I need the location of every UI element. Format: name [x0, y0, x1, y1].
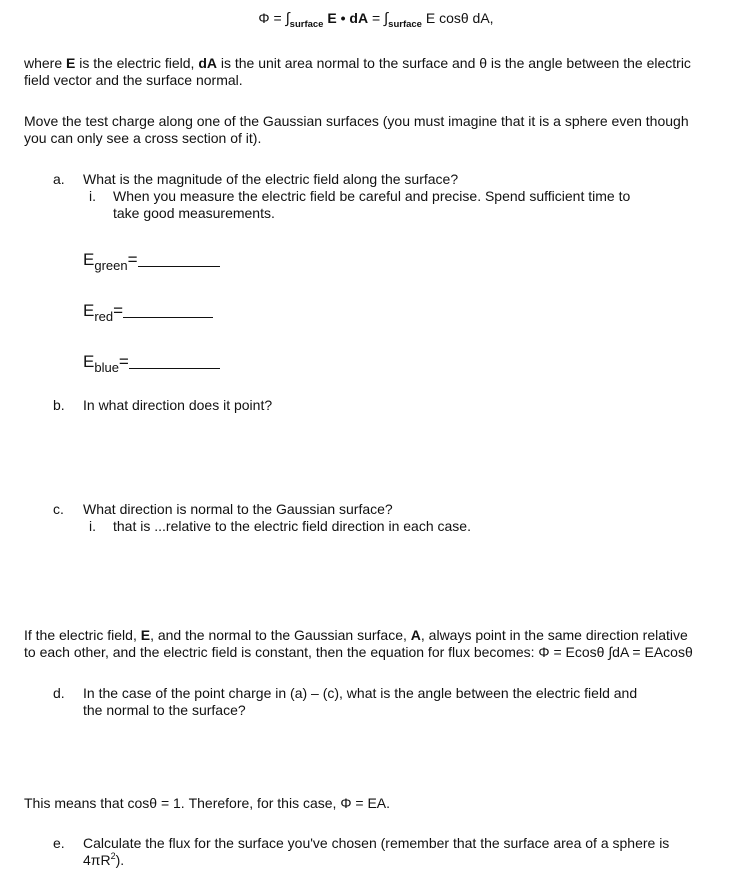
text: is the unit area normal to the surface and θ is the angle between the electric	[216, 55, 691, 71]
equals: =	[113, 301, 124, 320]
text: , always point in the same direction relative	[420, 627, 688, 643]
paragraph-line: you can only see a cross section of it).	[24, 130, 262, 146]
question-c: What direction is normal to the Gaussian surface?	[83, 501, 393, 517]
subitem-line: take good measurements.	[113, 205, 275, 221]
integral-sign: ∫	[285, 10, 290, 27]
e-subscript: blue	[94, 360, 119, 375]
e-subscript: green	[94, 258, 128, 273]
text: ).	[115, 852, 125, 868]
question-line: Calculate the flux for the surface you've chosen (remember that the surface area of a sphere is	[83, 835, 670, 851]
text: 4πR	[83, 852, 111, 868]
bold-e: E	[66, 55, 76, 71]
e-symbol: E	[83, 250, 95, 269]
item-label-a: a.	[53, 171, 65, 187]
e-symbol: E	[83, 301, 95, 320]
text: , and the normal to the Gaussian surface,	[150, 627, 411, 643]
integral-subscript: surface	[388, 19, 422, 30]
question-line: the normal to the surface?	[83, 702, 246, 718]
vector-e: E	[327, 10, 337, 26]
subitem-label-i: i.	[89, 518, 96, 534]
text: is the electric field,	[75, 55, 199, 71]
vector-da: dA	[349, 10, 369, 26]
subitem-line: When you measure the electric field be careful and precise. Spend sufficient time to	[113, 188, 631, 204]
answer-blank[interactable]	[129, 354, 220, 369]
integral-subscript: surface	[289, 19, 324, 30]
text: If the electric field,	[24, 627, 141, 643]
paragraph-line: field vector and the surface normal.	[24, 72, 243, 88]
subitem-a-i	[113, 188, 752, 222]
paragraph-line	[24, 627, 746, 644]
bold-a: A	[410, 627, 421, 643]
item-label-e: e.	[53, 835, 65, 851]
question-e	[83, 835, 723, 869]
paragraph-line: to each other, and the electric field is constant, then the equation for flux becomes: Φ = Ecosθ ∫dA = EAcosθ	[24, 644, 693, 660]
equals: =	[269, 10, 286, 26]
text: where	[24, 55, 67, 71]
e-red-field	[83, 302, 213, 325]
item-label-c: c.	[53, 501, 64, 517]
equals: =	[368, 10, 385, 26]
equals: =	[118, 352, 129, 371]
paragraph-line: Move the test charge along one of the Gaussian surfaces (you must imagine that it is a sphere even though	[24, 113, 689, 129]
flux-simplification-paragraph	[24, 627, 746, 661]
question-line: In the case of the point charge in (a) – (c), what is the angle between the electric field and	[83, 685, 638, 701]
flux-equation	[0, 10, 752, 33]
e-symbol: E	[83, 352, 95, 371]
conclusion-paragraph: This means that cosθ = 1. Therefore, for this case, Φ = EA.	[24, 795, 391, 811]
question-b: In what direction does it point?	[83, 397, 273, 413]
item-label-d: d.	[53, 685, 65, 701]
e-green-field	[83, 251, 220, 274]
question-d	[83, 685, 723, 719]
paragraph-line	[24, 55, 746, 72]
subitem-label-i: i.	[89, 188, 96, 204]
answer-blank[interactable]	[123, 303, 213, 318]
phi-symbol: Φ	[258, 10, 270, 26]
definition-paragraph	[24, 55, 746, 89]
question-line	[83, 852, 723, 869]
answer-blank[interactable]	[138, 252, 220, 267]
instruction-paragraph	[24, 113, 746, 147]
equals: =	[127, 250, 138, 269]
bold-e: E	[140, 627, 151, 643]
dot-operator: •	[336, 10, 350, 26]
e-subscript: red	[94, 309, 114, 324]
equation-tail: E cosθ dA,	[421, 10, 494, 26]
item-label-b: b.	[53, 397, 65, 413]
e-blue-field	[83, 353, 220, 376]
subitem-c-i: that is ...relative to the electric field direction in each case.	[113, 518, 471, 534]
integral-sign: ∫	[384, 10, 389, 27]
superscript: 2	[110, 851, 116, 861]
question-a: What is the magnitude of the electric field along the surface?	[83, 171, 459, 187]
bold-da: dA	[198, 55, 217, 71]
